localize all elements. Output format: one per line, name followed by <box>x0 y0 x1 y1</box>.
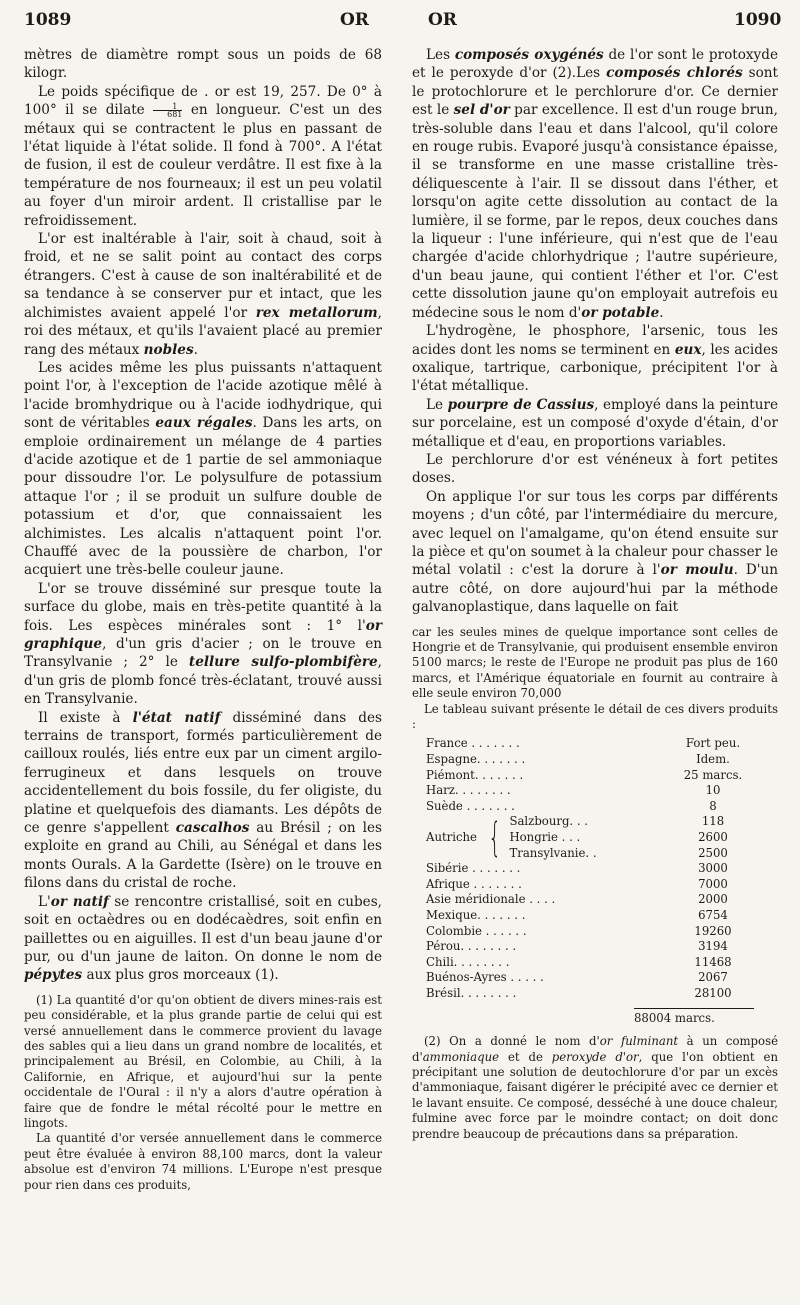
table-row <box>509 830 756 846</box>
row-label: France . . . . . . . <box>426 736 520 751</box>
row-label: Brésil. . . . . . . . <box>426 985 517 1000</box>
table-row <box>426 768 756 784</box>
row-label: Salzbourg. . . <box>509 814 589 829</box>
footnote: (1) La quantité d'or qu'on obtient de divers mines-rais est peu considérable, et la plus grande partie de celui qui est versé annuellement dans le commerce provient du lavage des sables qui a lieu dans un grand nombre de localités, et principalement au Brésil, en Colombie, au Chili, à la Californie, en Afrique, et aujourd'hui sur la pente occidentale de l'Oural : il n'y a alors d'autre opération à faire que de fondre le métal récolté pour le mettre en lingots. <box>24 992 382 1130</box>
table-total: 88004 marcs. <box>634 1008 754 1027</box>
production-table <box>426 736 756 1026</box>
page-number-right: 1090 <box>734 10 782 30</box>
table-row <box>426 908 756 924</box>
row-value: 2000 <box>698 892 728 907</box>
paragraph: mètres de diamètre rompt sous un poids de 68 kilogr. <box>24 47 382 82</box>
brace-icon: { <box>488 814 502 861</box>
row-value: 6754 <box>698 907 728 922</box>
austria-group <box>426 814 756 861</box>
table-row <box>509 814 756 830</box>
row-label: Buénos-Ayres . . . . . <box>426 970 544 985</box>
running-head-left: OR <box>340 10 369 30</box>
row-value: Idem. <box>696 752 730 767</box>
row-label: Asie méridionale . . . . <box>426 892 556 907</box>
row-value: 10 <box>705 783 721 798</box>
paragraph: Il existe à l'état natif disséminé dans des terrains de transport, formés particulièrement de cailloux roulés, liés entre eux par un ciment argilo-ferrugineux et dans lesquels on trouve accidentellement du bois fossile, du fer oligiste, du platine et quelquefois des diamants. Les dépôts de ce genre s'appellent cascalhos au Brésil ; on les exploite en grand au Chili, au Sénégal et dans les monts Ourals. A la Gardette (Isère) on le trouve en filons dans du cristal de roche. <box>24 709 382 892</box>
footnotes <box>412 1034 778 1142</box>
table-row <box>426 861 756 877</box>
austria-label: Autriche <box>426 830 477 844</box>
table-row <box>426 939 756 955</box>
row-value: 11468 <box>694 954 732 969</box>
table-row <box>426 783 756 799</box>
footnote: car les seules mines de quelque importance sont celles de Hongrie et de Transylvanie, qui produisent ensemble environ 5100 marcs; le reste de l'Europe ne produit pas plus de 160 marcs, et l'Amérique équatoriale en fournit au contraire à elle seule environ 70,000 <box>412 624 778 701</box>
left-column <box>24 46 382 1193</box>
table-row <box>426 892 756 908</box>
table-row <box>426 924 756 940</box>
paragraph: Le perchlorure d'or est vénéneux à fort petites doses. <box>412 451 778 487</box>
row-label: Espagne. . . . . . . <box>426 752 526 767</box>
paragraph: Le poids spécifique de . or est 19, 257. De 0° à 100° il se dilate $\frac{1}{681}$ en longueur. C'est un des métaux qui se contractent le plus en passant de l'état liquide à l'état solide. Il fond à 700°. A l'état de fusion, il est de couleur verdâtre. Il est fixe à la température de nos fourneaux; il est un peu volatil au foyer d'un miroir ardent. Il cristallise par le refroidissement. <box>24 83 382 229</box>
row-value: Fort peu. <box>685 736 741 751</box>
paragraph: L'or est inaltérable à l'air, soit à chaud, soit à froid, et ne se salit point au contact des corps étrangers. C'est à cause de son inaltérabilité et de sa tendance à se conserver pur et intact, que les alchimistes avaient appelé l'or rex metallorum, roi des métaux, et qu'ils l'avaient placé au premier rang des métaux nobles. <box>24 231 382 358</box>
row-value: 19260 <box>694 923 732 938</box>
right-column <box>412 46 778 1142</box>
paragraph: Le pourpre de Cassius, employé dans la peinture sur porcelaine, est un composé d'oxyde d'étain, d'or métallique et d'eau, en proportions variables. <box>412 396 778 450</box>
row-value: 118 <box>701 814 725 829</box>
table-row <box>426 970 756 986</box>
footnote-continuation <box>412 625 778 733</box>
footnote: La quantité d'or versée annuellement dans le commerce peut être évaluée à environ 88,100 marcs, dont la valeur absolue est d'environ 74 millions. L'Europe n'est presque pour rien dans ces produits, <box>24 1131 382 1192</box>
running-head-right: OR <box>428 10 457 30</box>
row-value: 2067 <box>698 970 728 985</box>
paragraph: On applique l'or sur tous les corps par différents moyens ; d'un côté, par l'intermédiaire du mercure, avec lequel on l'amalgame, qu'on étend ensuite sur la pièce et qu'on soumet à la chaleur pour chasser le métal volatil : c'est la dorure à l'or moulu. D'un autre côté, on dore aujourd'hui par la méthode galvanoplastique, dans laquelle on fait <box>412 488 778 616</box>
row-label: Mexique. . . . . . . <box>426 907 526 922</box>
table-row <box>426 986 756 1002</box>
footnotes <box>24 993 382 1193</box>
row-label: Piémont. . . . . . . <box>426 767 524 782</box>
row-value: 7000 <box>698 876 728 891</box>
page-header <box>0 6 800 34</box>
table-row <box>426 752 756 768</box>
row-label: Afrique . . . . . . . <box>426 876 522 891</box>
row-label: Suède . . . . . . . <box>426 798 515 813</box>
footnote: (2) On a donné le nom d'or fulminant à un composé d'ammoniaque et de peroxyde d'or, que l'on obtient en précipitant une solution de deutochlorure d'or par un excès d'ammoniaque, faisant digérer le précipité avec ce dernier et le lavant ensuite. Ce composé, desséché à une douce chaleur, fulmine avec force par le moindre contact; on doit donc prendre beaucoup de précautions dans sa préparation. <box>412 1034 778 1141</box>
paragraph: Les composés oxygénés de l'or sont le protoxyde et le peroxyde d'or (2).Les composés chlorés sont le protochlorure et le perchlorure d'or. Ce dernier est le sel d'or par excellence. Il est d'un rouge brun, très-soluble dans l'eau et dans l'alcool, qu'il colore en rouge rubis. Evaporé jusqu'à consistance épaisse, il se transforme en une masse cristalline très-déliquescente à l'air. Il se dissout dans l'éther, et lorsqu'on agite cette dissolution au contact de la lumière, il se forme, par le repos, deux couches dans la liqueur : l'une inférieure, qui n'est que de l'eau chargée d'acide chlorhydrique ; l'autre supérieure, d'un beau jaune, qui contient l'éther et l'or. C'est cette dissolution jaune qu'on employait autrefois eu médecine sous le nom d'or potable. <box>412 47 779 321</box>
row-label: Transylvanie. . <box>509 845 597 860</box>
table-row <box>426 736 756 752</box>
row-label: Pérou. . . . . . . . <box>426 939 517 954</box>
row-value: 8 <box>709 798 717 813</box>
row-value: 3000 <box>698 861 728 876</box>
paragraph: L'or se trouve disséminé sur presque toute la surface du globe, mais en très-petite quantité à la fois. Les espèces minérales sont : 1° l'or graphique, d'un gris d'acier ; on le trouve en Transylvanie ; 2° le tellure sulfo-plombifère, d'un gris de plomb foncé très-éclatant, trouvé aussi en Transylvanie. <box>24 580 382 708</box>
row-label: Colombie . . . . . . <box>426 923 527 938</box>
row-value: 2500 <box>698 845 728 860</box>
row-value: 28100 <box>694 985 732 1000</box>
row-label: Chili. . . . . . . . <box>426 954 510 969</box>
fraction: $\frac{1}{681}$ <box>153 103 182 118</box>
table-row <box>426 955 756 971</box>
row-label: Sibérie . . . . . . . <box>426 861 521 876</box>
table-row <box>426 877 756 893</box>
paragraph: Les acides même les plus puissants n'attaquent point l'or, à l'exception de l'acide azotique mêlé à l'acide bromhydrique ou à l'acide iodhydrique, qui sont de véritables eaux régales. Dans les arts, on emploie ordinairement un mélange de 4 parties d'acide azotique et de 1 partie de sel ammoniaque pour dissoudre l'or. Le polysulfure de potassium attaque l'or ; il se produit un sulfure double de potassium et d'or, que connaissaient les alchimistes. Les alcalis n'attaquent point l'or. Chauffé avec de la poussière de charbon, l'or acquiert une très-belle couleur jaune. <box>24 359 382 579</box>
footnote: Le tableau suivant présente le détail de ces divers produits : <box>412 701 778 732</box>
paragraph: L'hydrogène, le phosphore, l'arsenic, tous les acides dont les noms se terminent en eux, les acides oxalique, tartrique, carbonique, précipitent l'or à l'état métallique. <box>412 323 778 395</box>
table-row <box>509 846 756 862</box>
row-value: 25 marcs. <box>683 767 743 782</box>
row-value: 2600 <box>698 830 728 844</box>
row-value: 3194 <box>698 939 728 954</box>
row-label: Hongrie . . . <box>509 830 581 844</box>
page-number-left: 1089 <box>24 10 72 30</box>
table-row <box>426 799 756 815</box>
row-label: Harz. . . . . . . . <box>426 783 511 798</box>
paragraph: L'or natif se rencontre cristallisé, soit en cubes, soit en octaèdres ou en dodécaèdres, soit enfin en paillettes ou en aiguilles. Il est d'un beau jaune d'or pur, ou d'un jaune de laiton. On donne le nom de pépytes aux plus gros morceaux (1). <box>24 893 382 984</box>
